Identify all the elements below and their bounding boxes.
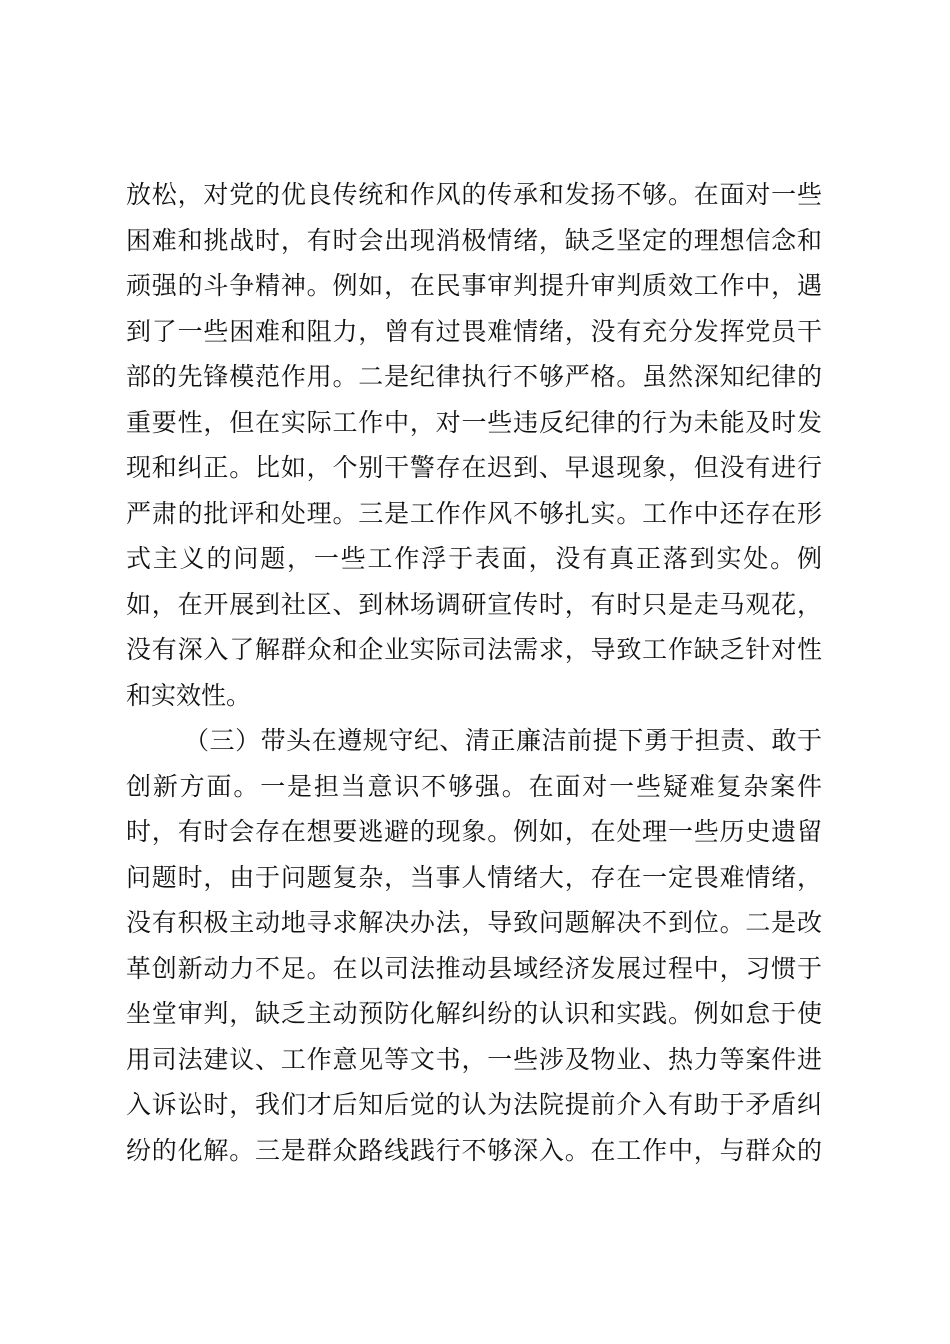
text-line: 没有积极主动地寻求解决办法，导致问题解决不到位。二是改 <box>126 908 822 937</box>
text-line: 坐堂审判，缺乏主动预防化解纠纷的认识和实践。例如怠于使 <box>126 999 822 1028</box>
text-line: 顽强的斗争精神。例如，在民事审判提升审判质效工作中，遇 <box>126 271 822 300</box>
paragraph-end-line: 和实效性。 <box>126 680 252 710</box>
text-line: 入诉讼时，我们才后知后觉的认为法院提前介入有助于矛盾纠 <box>126 1090 822 1119</box>
text-line: 纷的化解。三是群众路线践行不够深入。在工作中，与群众的 <box>126 1135 822 1165</box>
text-line: 部的先锋模范作用。二是纪律执行不够严格。虽然深知纪律的 <box>126 362 822 391</box>
text-line: 到了一些困难和阻力，曾有过畏难情绪，没有充分发挥党员干 <box>126 316 822 346</box>
text-line: 如，在开展到社区、到林场调研宣传时，有时只是走马观花， <box>126 589 822 619</box>
text-line: 困难和挑战时，有时会出现消极情绪，缺乏坚定的理想信念和 <box>126 225 822 255</box>
document-body <box>126 172 822 1173</box>
text-line: 现和纠正。比如，个别干警存在迟到、早退现象，但没有进行 <box>126 453 822 482</box>
text-line: 重要性，但在实际工作中，对一些违反纪律的行为未能及时发 <box>126 407 822 437</box>
text-line: 创新方面。一是担当意识不够强。在面对一些疑难复杂案件 <box>126 771 822 801</box>
text-line: 放松，对党的优良传统和作风的传承和发扬不够。在面对一些 <box>126 180 822 209</box>
text-line: 革创新动力不足。在以司法推动县域经济发展过程中，习惯于 <box>126 953 822 983</box>
text-line: 没有深入了解群众和企业实际司法需求，导致工作缺乏针对性 <box>126 635 822 664</box>
section-heading-line: （三）带头在遵规守纪、清正廉洁前提下勇于担责、敢于 <box>184 726 822 755</box>
text-line: 用司法建议、工作意见等文书，一些涉及物业、热力等案件进 <box>126 1044 822 1074</box>
text-line: 式主义的问题，一些工作浮于表面，没有真正落到实处。例 <box>126 544 822 573</box>
text-line: 时，有时会存在想要逃避的现象。例如，在处理一些历史遗留 <box>126 817 822 846</box>
text-line: 严肃的批评和处理。三是工作作风不够扎实。工作中还存在形 <box>126 498 822 528</box>
text-line: 问题时，由于问题复杂，当事人情绪大，存在一定畏难情绪， <box>126 862 822 892</box>
